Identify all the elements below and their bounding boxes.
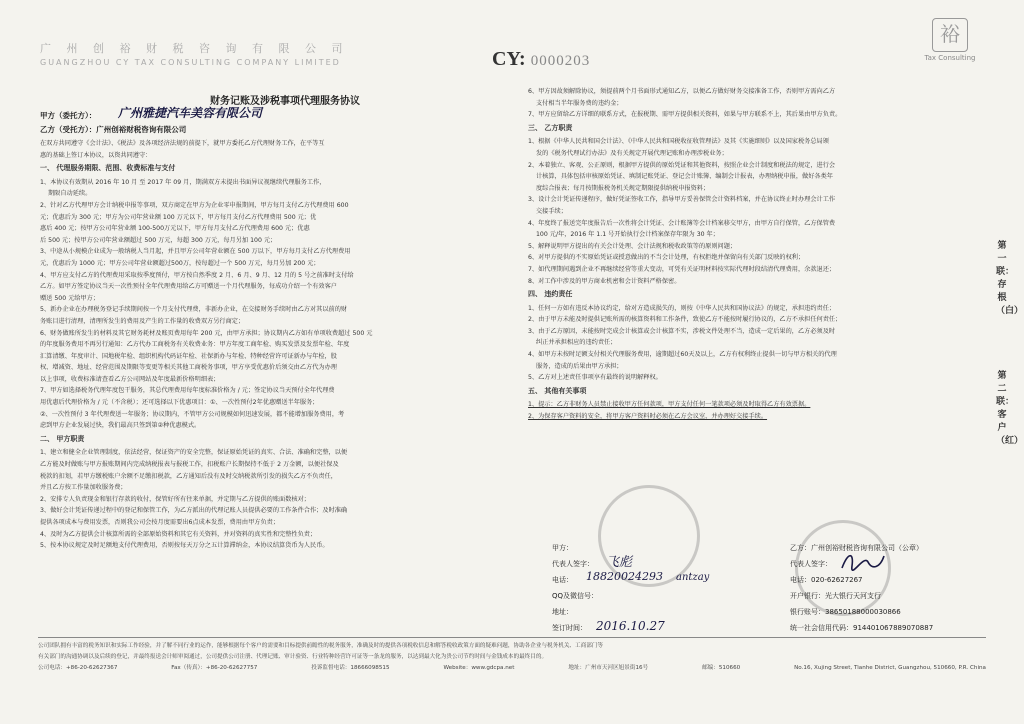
clause-line: 税款的扣划，若甲方缴税账户余额不足缴扣税款，乙方通知后没有及时交纳税款所引发的损失乙方不负责任，	[40, 472, 337, 480]
footer-contact-row	[38, 663, 986, 674]
party-a-rep: 代表人签字：	[552, 560, 594, 568]
logo-icon: 裕	[932, 18, 968, 52]
clause-line: 虑到甲方企业发展过快，我们最高只签到第②种优惠模式。	[40, 422, 201, 430]
clause-line: 2、由于甲方未能及时提供记账所需的核算资料和工作条件，致使乙方不能按时履行协议的，乙方不承担任何责任；	[528, 316, 842, 324]
footer-address: 地址：广州市天河区旭景街16号	[568, 665, 649, 671]
party-b-credit-code: 统一社会信用代码：914401067889070887	[790, 624, 934, 632]
clause-line: 1、任何一方如有违反本协议约定，给对方造成损失的，则按《中华人民共和国协议法》的规定，承担违约责任；	[528, 304, 836, 312]
clause-line: 以上事项，收费标准请查看乙方公司网站及年度最新价格明细表；	[40, 375, 220, 383]
company-name-en: GUANGZHOU CY TAX CONSULTING COMPANY LIMITED	[40, 58, 341, 67]
party-b-signature-block	[790, 540, 990, 636]
side-label-stub: 第一联：存根（白）	[996, 241, 1024, 316]
party-b-phone: 电话：020-62627267	[790, 576, 863, 584]
left-clauses	[40, 138, 510, 552]
clause-line: ②、一次性预付 3 年代理费送一年服务；协议期内，不管甲方公司规模如何迅速发展，都不能增加服务费用，考	[40, 410, 345, 418]
party-b-account: 银行账号：38650188000030866	[790, 608, 901, 616]
logo-text: Tax Consulting	[924, 54, 976, 62]
clause-line: 5、乙方对上述责任事项享有最终的说明解释权。	[528, 374, 662, 382]
clause-line: 权、增减资、地址、经营范围及期限等变更等相关其他工商税务事项，甲方享受优惠价后须交由乙方代为办理	[40, 364, 337, 372]
clause-line: 在双方共同遵守《会计法》、《税法》及各项经济法规的前提下，就甲方委托乙方代理财务工作，在平等互	[40, 140, 325, 147]
clause-line: 5、新办企业在办理税务登记手续期间按一个月支付代理费，非新办企业，在交接财务手续时由乙方对其以前的财	[40, 306, 348, 314]
section-heading: 三、 乙方职责	[528, 123, 573, 132]
clause-line: 用优惠后代理价格为 / 元（不含税）；还可选择以下优惠项目：①、一次性预付2年优惠赠送半年服务；	[40, 399, 319, 407]
party-a-phone-handwritten: 18820024293	[586, 570, 663, 583]
clause-line: 惠后 400 元；按甲方公司年营业额 100-500万元以下，甲方每月支付乙方代理费用 600 元；优惠	[40, 225, 310, 233]
document-title: 财务记账及涉税事项代理服务协议	[210, 96, 360, 107]
clause-line: 后 500 元；按甲方公司年营业额超过 500 万元，每超 300 万元，每月另加 100 元；	[40, 236, 277, 244]
clause-line: 元，优惠后为 1000 元；甲方公司年营业额超过500万，按每超过一个 500 万元，每月另加 200 元；	[40, 259, 320, 267]
clause-line: 4、年度终了报送完年度报告后一次性将会计凭证、会计账簿等会计档案移交甲方，由甲方自行保管，乙方保管费	[528, 219, 836, 227]
party-a-address: 地址：	[552, 608, 573, 616]
footer-address-en: No.16, Xujing Street, Tianhe District, Guangzhou, 510660, P.R. China	[794, 665, 986, 671]
party-a-label-sign: 甲方：	[552, 544, 573, 552]
clause-line: 4、甲方应支付乙方的代理费用采取按季度预付，甲方按自然季度 2 月、6 月、9 月、12 月的 5 号之前准时支付给	[40, 271, 354, 279]
serial-value: 0000203	[530, 53, 591, 69]
right-clauses	[528, 86, 978, 423]
cy-label: CY:	[492, 48, 526, 70]
party-a-qq: QQ及微信号：	[552, 592, 599, 600]
party-a-qq-handwritten: antzay	[676, 572, 710, 583]
clause-line: 1、根据《中华人民共和国会计法》、《中华人民共和国税收征收管理法》及其《实施细则》以及国家税务总局颁	[528, 138, 829, 146]
party-a-phone: 电话：	[552, 576, 573, 584]
clause-line: 6、对甲方提供的不实原始凭证或授意做出的不当会计处理，有权拒绝并保留向有关部门反映的权利；	[528, 254, 805, 262]
clause-line: 乙方能及时做账与甲方报账期间内完成纳税报表与报税工作，扣税账户长期保持不低于 2 万金额，以便社保及	[40, 461, 339, 469]
clause-line: 7、甲方应留给乙方详细的联系方式，在报税期、需甲方提供相关资料，如果与甲方联系不上，其后果由甲方负责。	[528, 111, 842, 119]
footer-line-1: 公司团队拥有丰富的税务知识和实际工作经验，并了解不同行业的运作，能够根据每个客户的需要和目标提供前瞻性的税务服务，准确及时的提供各项税收信息和解答税收政策方面的疑难问题，协助各企业与税务机关、工商部门等	[38, 643, 603, 649]
clause-line: 7、如代理期间遇到企业不再继续经营等重大变动，可凭有关证明材料按实际代理时段结清代理费用，余款退还；	[528, 265, 836, 273]
clause-line: 务账目进行清理，清理所发生的费用及产生的工作量的收费双方另行商定；	[40, 317, 245, 325]
section-heading: 五、 其他有关事项	[528, 386, 587, 395]
clause-line: 期限自动延续。	[48, 190, 92, 198]
clause-line: 并且乙方按工作量加收服务费；	[40, 484, 127, 492]
clause-line: 乙方。如甲方签定协议当天一次性预付全年代理费用给乙方可赠送一个月代理服务，每成功介绍一个有效客户	[40, 283, 337, 291]
clause-line: 度综合报表；每月按期报税务机关规定期限提供纳税申报资料；	[536, 184, 710, 192]
clause-line: 1、建立和健全企业管理制度，依法经营，保证资产的安全完整，保证原始凭证的真实、合法、准确和完整，以便	[40, 449, 348, 457]
footer-phone: 公司电话：+86-20-62627367	[38, 665, 118, 671]
party-a-date: 签订时间：	[552, 624, 587, 632]
footer-website: Website：www.gdcpa.net	[443, 665, 515, 671]
clause-line: 纠正并承担相应的违约责任；	[536, 339, 617, 347]
clause-line: 5、按本协议规定及时足额地支付代理费用，否则按每天万分之五计算滞纳金，本协议结算货币为人民币。	[40, 542, 329, 550]
company-name-cn: 广 州 创 裕 财 税 咨 询 有 限 公 司	[40, 42, 349, 55]
footer-line-2: 有关部门的沟通协调以及后续的登记，并最终报送会计师审阅通过，公司提供公司注册、代理记账、审计验资、行业特种经营许可证等一条龙的服务，以达到最大化为贵公司节约时间与金钱成本的最终目的。	[38, 654, 548, 660]
party-b-label: 乙方（受托方）：广州创裕财税咨询有限公司	[40, 125, 187, 134]
clause-line: 8、对工作中涉及的甲方商业机密和会计资料严格保密。	[528, 277, 681, 285]
clause-line: 1、提示：乙方非财务人员禁止接收甲方任何款项，甲方支付任何一笔款项必须及时取得乙方有效票据。	[528, 401, 811, 409]
clause-line: 计核算，具体包括审核原始凭证、填制记账凭证、登记会计账簿、编制会计报表，办理纳税申报，做好各类年	[536, 173, 833, 181]
footer	[38, 641, 986, 674]
clause-line: 惠的基础上签订本协议，以资共同遵守：	[40, 151, 152, 159]
clause-line: 发的《税务代理试行办法》及有关规定开展代理记账和办理涉税业务；	[536, 149, 728, 157]
clause-line: 3、由于乙方原因，未能按时完成会计核算或会计核算不实，涉税文件处理不当，造成一定后果的，乙方必须及时	[528, 327, 836, 335]
section-heading: 四、 违约责任	[528, 290, 573, 299]
clause-line: 3、设计会计凭证传递程序，做好凭证签收工作，指导甲方妥善保管会计资料档案，并在协议终止时办理会计工作	[528, 196, 836, 204]
clause-line: 5、解释说明甲方提出的有关会计处理、会计法规和税收政策等的原则问题；	[528, 242, 737, 250]
clause-line: 6、甲方因故须解除协议，须提前两个月书面形式通知乙方，以便乙方做好财务交接准备工作，否则甲方需向乙方	[528, 88, 836, 95]
clause-line: 6、财务做账所发生的材料及其它财务耗材及账页费用每年 200 元，由甲方承担；协议期内乙方如有单项收费超过 500 元	[40, 329, 373, 337]
clause-line: 支付相当半年服务费的违约金；	[536, 99, 623, 107]
clause-line: 提供各项成本与费用发票，否则我公司会按月度需要出6点成本发票，费用由甲方负责；	[40, 519, 280, 526]
party-b-label-sign: 乙方：广州创裕财税咨询有限公司（公章）	[790, 544, 923, 552]
clause-line: 2、为保存客户资料的安全，将甲方客户资料时必须在乙方会议室，并办理好交接手续。	[528, 413, 768, 421]
party-a-handwritten: 广州雅捷汽车美容有限公司	[118, 106, 263, 120]
footer-divider	[38, 637, 986, 638]
clause-line: 7、甲方如选择税务代理年度包干服务，其总代理费用每年度标准价格为 / 元；签定协议当天预付全年代理费	[40, 387, 335, 395]
clause-line: 交接手续；	[536, 207, 567, 215]
party-a-rep-handwritten: 飞彪	[606, 555, 633, 570]
clause-line: 2、本着独立、客观、公正原则，根据甲方提供的原始凭证和其他资料，按照企业会计制度和税法的规定，进行会	[528, 161, 836, 169]
party-b-rep: 代表人签字：	[790, 560, 832, 568]
clause-line: 2、安排专人负责现金和银行存款的收付，保管好所有往来单据，并定期与乙方提供的账面数核对；	[40, 495, 310, 503]
clause-line: 1、本协议有效期从 2016 年 10 月 至 2017 年 09 月，期满双方未提出书面异议视继续代理服务工作，	[40, 178, 326, 186]
party-a-date-handwritten: 2016.10.27	[596, 619, 665, 633]
clause-line: 服务，造成的后果由甲方承担；	[536, 362, 623, 370]
clause-line: 2、针对乙方代理甲方会计纳税申报等事项，双方商定在甲方为企业零申报期间，甲方每月支付乙方代理费用 600	[40, 201, 349, 209]
clause-line: 赠送 500 元给甲方；	[40, 294, 100, 302]
footer-fax: Fax（传真）：+86-20-62627757	[171, 665, 258, 671]
clause-line: 3、做好会计凭证传递过程中的登记和保管工作，为乙方派出的代理记账人员提供必要的工作条件合作；及时准确	[40, 507, 348, 515]
clause-line: 100 元/年，2016 年 1.1 号开始执行会计档案保存年限为 30 年；	[536, 231, 719, 239]
party-b-bank: 开户银行：光大银行天河支行	[790, 592, 881, 600]
clause-line: 4、如甲方未按时足额支付相关代理服务费用，逾期超过60天及以上，乙方有权利终止提供一切与甲方相关的代理	[528, 351, 837, 359]
clause-line: 的年度服务费用不再另行通知：乙方代办工商税务有关收费业务：甲方年度工商年检、购买发票及发票年检、年度	[40, 341, 350, 349]
footer-zip: 邮编：510660	[702, 665, 741, 671]
clause-line: 4、及时为乙方提供会计核算所需的全部原始资料和其它有关资料，并对资料的真实性和完整性负责；	[40, 530, 317, 538]
company-logo	[922, 18, 978, 70]
section-heading: 一、 代理服务期限、范围、收费标准与支付	[40, 164, 176, 173]
clause-line: 3、中途从小规模企业成为一般纳税人当月起，并且甲方公司年营业额在 500 万以下，甲方每月支付乙方代理费用	[40, 248, 351, 256]
side-label-customer: 第二联：客户（红）	[996, 371, 1024, 446]
footer-complaint: 投诉监督电话：18666098515	[311, 665, 390, 671]
party-a-label: 甲方（委托方）：	[40, 111, 97, 120]
section-heading: 二、 甲方职责	[40, 434, 85, 443]
party-b-signature-scribble	[838, 548, 888, 574]
clause-line: 汇算清缴、年度审计、国地税年检、组织机构代码证年检、社保新办与年检、特种经营许可证新办与年检，股	[40, 352, 337, 360]
clause-line: 元；优惠后为 300 元；甲方为公司年营业额 100 万元以下，甲方每月支付乙方代理费用 500 元；优	[40, 213, 317, 221]
serial-number	[492, 48, 590, 71]
